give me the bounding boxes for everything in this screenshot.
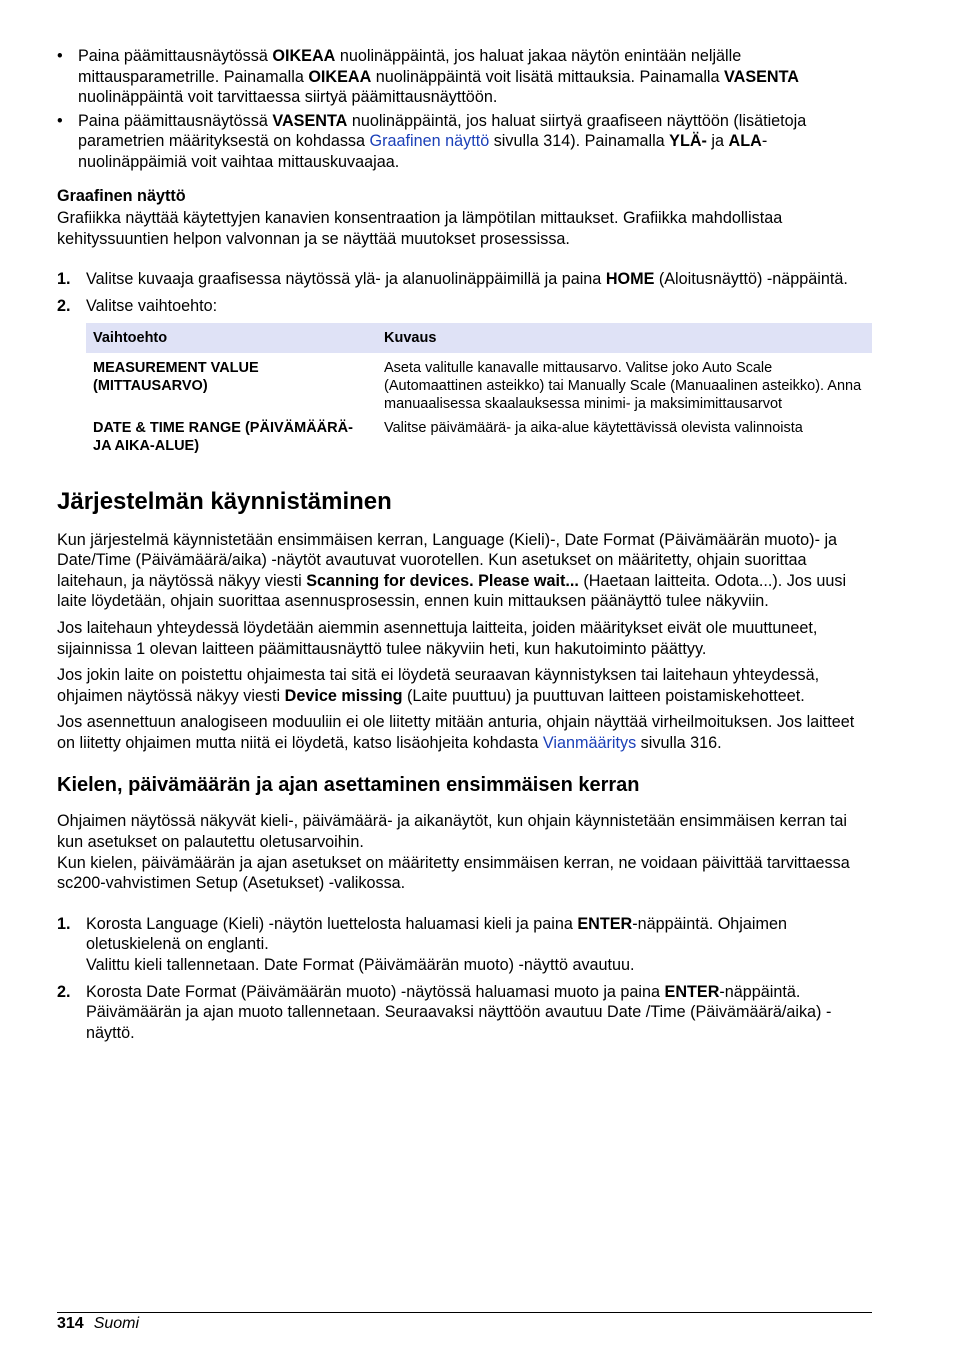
graph-intro: Grafiikka näyttää käytettyjen kanavien konsentraation ja lämpötilan mittaukset. Grafiikka mahdollistaa kehityssuuntien helpon valvonnan ja se näyttää muutokset prosessissa.	[57, 209, 783, 248]
page-footer	[57, 1312, 872, 1335]
options-table	[86, 323, 872, 463]
step-number: 2.	[57, 982, 71, 1001]
option-description: Valitse päivämäärä- ja aika-alue käytettävissä olevista valinnoista	[384, 419, 803, 436]
option-name: DATE & TIME RANGE (PÄIVÄMÄÄRÄ- JA AIKA-ALUE)	[93, 419, 353, 454]
subsection-title: Kielen, päivämäärän ja ajan asettaminen ensimmäisen kerran	[57, 774, 640, 797]
table-header-row	[86, 323, 872, 353]
step-number: 1.	[57, 270, 71, 289]
table-row	[86, 413, 872, 463]
step-item: 2. Valitse vaihtoehto:	[57, 296, 218, 315]
column-header-option: Vaihtoehto	[86, 323, 377, 353]
option-description: Aseta valitulle kanavalle mittausarvo. Valitse joko Auto Scale (Automaattinen asteikko) tai Manually Scale (Manuaalinen asteikko). Anna manuaalisessa skaalauksessa minimi- ja maksimimittausarvot	[384, 359, 862, 412]
step-result: Päivämäärän ja ajan muoto tallennetaan. Seuraavaksi näyttöön avautuu Date /Time (Päivämäärä/aika) -näyttö.	[86, 1003, 832, 1042]
graph-heading: Graafinen näyttö	[57, 186, 186, 205]
troubleshooting-link[interactable]: Vianmääritys	[542, 733, 637, 752]
list-item: • Paina päämittausnäytössä OIKEAA nuolinäppäintä, jos haluat jakaa näytön enintään neljälle mittausparametrille. Painamalla OIKEAA nuolinäppäintä voit lisätä mittauksia. Painamalla VASENTA nuolinäppäintä voit tarvittaessa siirtyä päämittausnäyttöön.	[57, 46, 872, 108]
step-result: Valittu kieli tallennetaan. Date Format (Päivämäärän muoto) -näyttö avautuu.	[86, 956, 635, 975]
language-intro-1: Ohjaimen näytössä näkyvät kieli-, päivämäärä- ja aikanäytöt, kun ohjain käynnistetään ensimmäisen kerran tai kun asetukset on palautettu oletusarvoihin.	[57, 812, 847, 852]
paragraph: Jos jokin laite on poistettu ohjaimesta tai sitä ei löydetä seuraavan käynnistyksen tai laitehaun yhteydessä, ohjaimen näytössä näkyy viesti Device missing (Laite puuttuu) ja puuttuvan laitteen poistamiskehotteet.	[57, 666, 820, 705]
section-title: Järjestelmän käynnistäminen	[57, 487, 392, 515]
step-item: 1. Korosta Language (Kieli) -näytön luettelosta haluamasi kieli ja paina ENTER-näppäintä. Ohjaimen oletuskielenä on englanti. Valittu kieli tallennetaan. Date Format (Päivämäärän muoto) -näyttö avautuu.	[57, 914, 872, 976]
step-item: 1. Valitse kuvaaja graafisessa näytössä ylä- ja alanuolinäppäimillä ja paina HOME (Aloitusnäyttö) -näppäintä.	[57, 270, 848, 289]
step-number: 1.	[57, 914, 71, 933]
footer-language: Suomi	[93, 1315, 140, 1332]
graph-display-link[interactable]: Graafinen näyttö	[369, 132, 490, 151]
page-content	[57, 46, 872, 1049]
step-item: 2. Korosta Date Format (Päivämäärän muoto) -näytössä haluamasi muoto ja paina ENTER-näppäintä. Päivämäärän ja ajan muoto tallennetaan. Seuraavaksi näyttöön avautuu Date /Time (Päivämäärä/aika) -näyttö.	[57, 982, 872, 1044]
language-intro-2: Kun kielen, päivämäärän ja ajan asetukset on määritetty ensimmäisen kerran, ne voidaan päivittää tarvittaessa sc200-vahvistimen Setup (Asetukset) -valikossa.	[57, 853, 850, 893]
paragraph: Kun järjestelmä käynnistetään ensimmäisen kerran, Language (Kieli)-, Date Format (Päivämäärän muoto)- ja Date/Time (Päivämäärä/aika) -näytöt avautuvat vuorotellen. Kun asetukset on määritetty, ohjain suorittaa laitehaun, ja näytössä näkyy viesti Scanning for devices. Please wait... (Haetaan laitteita. Odota...). Jos uusi laite löydetään, ohjain suorittaa asennusprosessin, ennen kuin mittauksen päänäyttö tulee näkyviin.	[57, 530, 847, 611]
bullet-list	[57, 46, 872, 173]
language-steps	[57, 914, 872, 1044]
page-number: 314	[57, 1315, 84, 1332]
step-number: 2.	[57, 296, 71, 315]
option-name: MEASUREMENT VALUE (MITTAUSARVO)	[93, 359, 259, 394]
table-row	[86, 353, 872, 413]
paragraph: Jos laitehaun yhteydessä löydetään aiemmin asennettuja laitteita, joiden määritykset eivät ole muuttuneet, sijainnissa 1 olevan laitteen päämittausnäyttö tulee näkyviin heti, kun hakutoiminto päättyy.	[57, 618, 818, 658]
graph-steps	[57, 269, 872, 316]
paragraph: Jos asennettuun analogiseen moduuliin ei ole liitetty mitään anturia, ohjain näyttää virheilmoituksen. Jos laitteet on liitetty ohjaimen mutta niitä ei löydetä, katso lisäohjeita kohdasta Vianmääritys sivulla 316.	[57, 713, 855, 752]
column-header-description: Kuvaus	[377, 323, 872, 353]
list-item: • Paina päämittausnäytössä VASENTA nuolinäppäintä, jos haluat siirtyä graafiseen näyttöön (lisätietoja parametrien määrityksestä on kohdassa Graafinen näyttö sivulla 314). Painamalla YLÄ- ja ALA-nuolinäppäimiä voit vaihtaa mittauskuvaajaa.	[57, 111, 872, 173]
